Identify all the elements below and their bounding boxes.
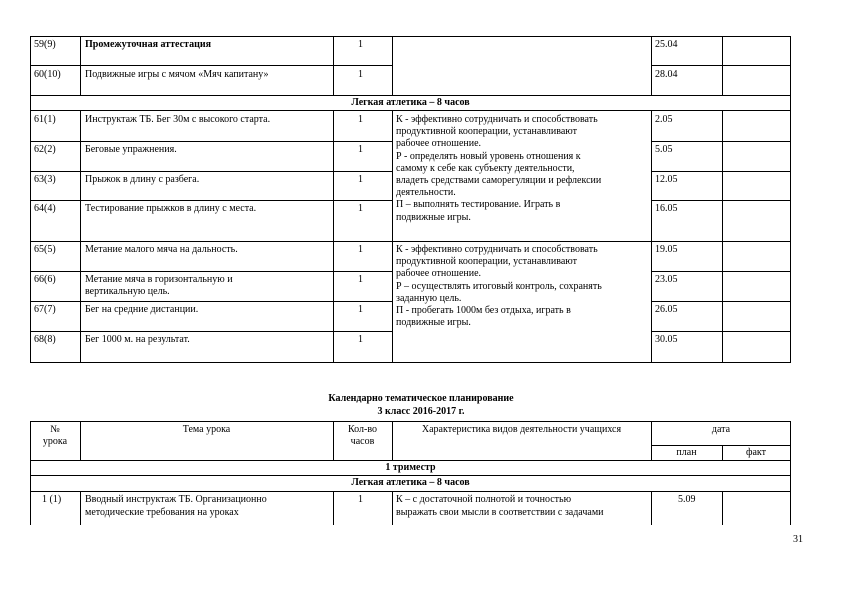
characteristic-text: выражать свои мысли в соответствии с задачами [396, 507, 604, 518]
header-date: дата [711, 424, 731, 435]
row-number: 61(1) [34, 114, 56, 125]
trimester-title: 1 триместр [385, 462, 436, 473]
section-title: Легкая атлетика – 8 часов [351, 97, 470, 108]
row-date: 16.05 [655, 203, 678, 214]
row-topic: вертикальную цель. [85, 286, 170, 297]
header-topic: Тема урока [182, 424, 231, 435]
row-date: 26.05 [655, 304, 678, 315]
row-topic: Бег на средние дистанции. [85, 304, 199, 315]
row-number: 65(5) [34, 244, 56, 255]
section-title: Легкая атлетика – 8 часов [351, 477, 470, 488]
row-date: 28.04 [655, 69, 678, 80]
row-date: 2.05 [655, 114, 673, 125]
row-hours: 1 [358, 114, 363, 125]
row-number: 62(2) [34, 144, 56, 155]
row-topic: Прыжок в длину с разбега. [85, 174, 200, 185]
row-date: 19.05 [655, 244, 678, 255]
header-characteristic: Характеристика видов деятельности учащихся [421, 424, 622, 435]
row-number: 63(3) [34, 174, 56, 185]
row-hours: 1 [358, 174, 363, 185]
row-hours: 1 [358, 304, 363, 315]
row-hours: 1 [358, 334, 363, 345]
header-hours: часов [350, 436, 375, 447]
characteristic-text: К - эффективно сотрудничать и способствовать продуктивной кооперации, устанавливают рабочее отношение. Р – осуществлять итоговый контроль, сохранять заданную цель. П - пробегать 1000м без отдыха, играть в подвижные игры. [396, 244, 602, 329]
row-date: 25.04 [655, 39, 678, 50]
header-num: № [50, 424, 60, 435]
row-number: 67(7) [34, 304, 56, 315]
row-date: 5.09 [678, 494, 696, 505]
row-hours: 1 [358, 274, 363, 285]
row-hours: 1 [358, 69, 363, 80]
row-number: 1 (1) [42, 494, 62, 505]
row-date: 12.05 [655, 174, 678, 185]
header-fact: факт [745, 447, 766, 458]
page-title: Календарно тематическое планирование [328, 393, 514, 404]
row-date: 30.05 [655, 334, 678, 345]
page-number: 31 [793, 534, 803, 545]
row-topic: Метание малого мяча на дальность. [85, 244, 238, 255]
row-topic: Метание мяча в горизонтальную и [85, 274, 233, 285]
page-subtitle: 3 класс 2016-2017 г. [377, 406, 465, 417]
header-num: урока [42, 436, 68, 447]
row-hours: 1 [358, 244, 363, 255]
row-hours: 1 [358, 494, 363, 505]
header-plan: план [676, 447, 697, 458]
row-hours: 1 [358, 144, 363, 155]
row-topic: Бег 1000 м. на результат. [85, 334, 190, 345]
row-number: 68(8) [34, 334, 56, 345]
row-topic: методические требования на уроках [85, 507, 239, 518]
row-hours: 1 [358, 39, 363, 50]
row-topic: Тестирование прыжков в длину с места. [85, 203, 257, 214]
row-topic: Инструктаж ТБ. Бег 30м с высокого старта. [85, 114, 271, 125]
row-topic: Беговые упражнения. [85, 144, 177, 155]
row-number: 59(9) [34, 39, 56, 50]
characteristic-text: К – с достаточной полнотой и точностью [396, 494, 572, 505]
row-date: 5.05 [655, 144, 673, 155]
characteristic-text: К - эффективно сотрудничать и способствовать продуктивной кооперации, устанавливают рабочее отношение. Р - определять новый уровень отношения к самому к себе как субъекту деятельности, владеть средствами саморегуляции и рефлексии деятельности. П – выполнять тестирование. Играть в подвижные игры. [396, 114, 602, 223]
row-date: 23.05 [655, 274, 678, 285]
header-hours: Кол-во [347, 424, 377, 435]
row-hours: 1 [358, 203, 363, 214]
row-topic: Промежуточная аттестация [85, 39, 212, 50]
row-number: 66(6) [34, 274, 56, 285]
row-topic: Вводный инструктаж ТБ. Организационно [85, 494, 267, 505]
row-number: 60(10) [34, 69, 61, 80]
row-topic: Подвижные игры с мячом «Мяч капитану» [85, 69, 269, 80]
row-number: 64(4) [34, 203, 56, 214]
